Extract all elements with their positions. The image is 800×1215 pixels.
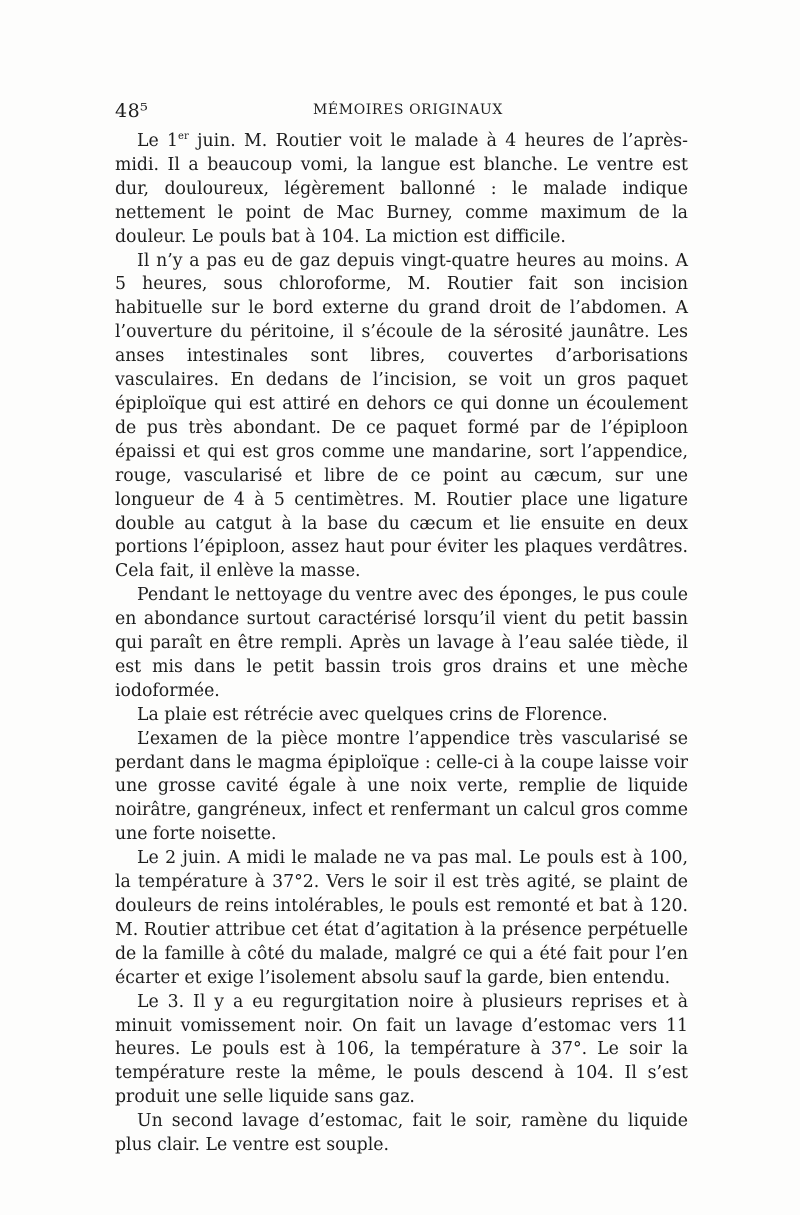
paragraph-3: Pendant le nettoyage du ventre avec des éponges, le pus coule en abondance surtout caractérisé lorsqu’il vient du petit bassin qui paraît en être rempli. Après un lavage à l’eau salée tiède, il est mis dans le petit bassin trois gros drains et une mèche iodoformée. bbox=[115, 585, 688, 701]
ordinal-superscript: er bbox=[178, 131, 189, 143]
paragraph-1-lead: Le 1 bbox=[137, 131, 179, 151]
page-header bbox=[115, 100, 690, 124]
paragraph-7: Le 3. Il y a eu regurgitation noire à plusieurs reprises et à minuit vomissement noir. On fait un lavage d’estomac vers 11 heures. Le pouls est à 106, la température à 37°. Le soir la température reste la même, le pouls descend à 104. Il s’est produit une selle liquide sans gaz. bbox=[115, 991, 688, 1108]
paragraph-6: Le 2 juin. A midi le malade ne va pas mal. Le pouls est à 100, la température à 37°2. Vers le soir il est très agité, se plaint de douleurs de reins intolérables, le pouls est remonté et bat à 120. M. Routier attribue cet état d’agitation à la présence perpétuelle de la famille à côté du malade, malgré ce qui a été fait pour l’en écarter et exige l’isolement absolu sauf la garde, bien entendu. bbox=[115, 848, 688, 988]
page-number: 48⁵ bbox=[115, 100, 149, 122]
paragraph-1 bbox=[115, 130, 688, 250]
paragraph-2: Il n’y a pas eu de gaz depuis vingt-quatre heures au moins. A 5 heures, sous chloroforme, M. Routier fait son incision habituelle sur le bord externe du grand droit de l’abdomen. A l’ouverture du péritoine, il s’écoule de la sérosité jaunâtre. Les anses intestinales sont libres, couvertes d’arborisations vasculaires. En dedans de l’incision, se voit un gros paquet épiploïque qui est attiré en dehors ce qui donne un écoulement de pus très abondant. De ce paquet formé par de l’épiploon épaissi et qui est gros comme une mandarine, sort l’appendice, rouge, vascularisé et libre de ce point au cæcum, sur une longueur de 4 à 5 centimètres. M. Routier place une ligature double au catgut à la base du cæcum et lie ensuite en deux portions l’épiploon, assez haut pour éviter les plaques verdâtres. Cela fait, il enlève la masse. bbox=[115, 250, 688, 582]
paragraph-8: Un second lavage d’estomac, fait le soir, ramène du liquide plus clair. Le ventre est souple. bbox=[115, 1111, 688, 1156]
paragraph-4: La plaie est rétrécie avec quelques crins de Florence. bbox=[137, 704, 608, 725]
paragraph-5: L’examen de la pièce montre l’appendice très vascularisé se perdant dans le magma épiploïque : celle-ci à la coupe laisse voir une grosse cavité égale à une noix verte, remplie de liquide noirâtre, gangréneux, infect et renfermant un calcul gros comme une forte noisette. bbox=[115, 728, 688, 845]
article-body bbox=[115, 130, 688, 1158]
paragraph-1-text: juin. M. Routier voit le malade à 4 heures de l’après-midi. Il a beaucoup vomi, la langue est blanche. Le ventre est dur, douloureux, légèrement ballonné : le malade indique nettement le point de Mac Burney, comme maximum de la douleur. Le pouls bat à 104. La miction est difficile. bbox=[115, 131, 688, 247]
running-title: MÉMOIRES ORIGINAUX bbox=[313, 102, 503, 118]
